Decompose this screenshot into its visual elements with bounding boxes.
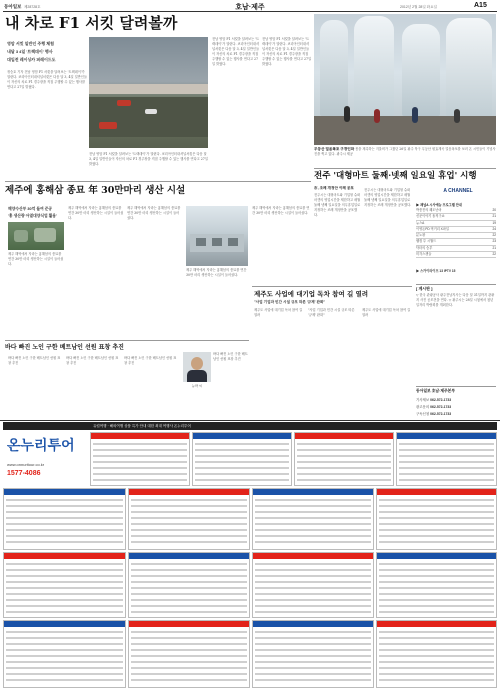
fishermen-photo-name: 뉴바 씨 xyxy=(191,384,203,388)
fishermen-body-col1: 바다 빠진 노인 구한 베트남인 선원 표창 추진 xyxy=(8,356,61,365)
ad-cell[interactable] xyxy=(3,552,126,618)
jeju-company-body-col2: "사업 기업과 민간 시설 규모 따른 '규제' 완화" xyxy=(308,308,355,317)
jeju-company-body-col1: 제주도 사업에 대기업 독차 참여 길 열려 xyxy=(254,308,303,317)
haesam-body-col3: 제주 해역에서 자라는 홍해삼의 종묘를 연간 30만 마리 생산하는 시설이 들어섰다. xyxy=(127,206,181,220)
jeonju-headline: 전주 '대형마트 둘째·넷째 일요일 휴업' 시행 xyxy=(314,171,477,181)
schedule-time: 20 xyxy=(492,208,496,212)
contact-row xyxy=(416,411,496,417)
ad-url: www.onnuritour.co.kr xyxy=(7,462,45,467)
channel-a-box xyxy=(416,188,496,278)
jeju-company-headline: 제주도 사업에 대기업 독차 참여 길 열려 xyxy=(254,290,369,298)
fishermen-headline: 바다 빠진 노인 구한 베트남인 선원 표창 추진 xyxy=(5,344,124,351)
icefall-caption-head: 무등산 얼음폭포 구경인파 xyxy=(314,147,355,151)
channel-footer: ▶ 스카이라이프 13 IPTV 15 xyxy=(416,269,456,273)
ad-cell[interactable] xyxy=(252,552,374,618)
ad-top-banner: 유럽여행 · 해외여행 상품 특가 안내 대한 최대 여행사 온누리투어 xyxy=(3,422,497,430)
contact-number: 062-572-1733 xyxy=(430,398,452,402)
f1-subhead xyxy=(7,40,87,64)
schedule-time: 24 xyxy=(492,226,496,231)
notice-body: ▽ 한국 관광공사 광주전남지사는 다음 달 31일까지 관광지 사진 공모전을 연다. ▽ 광주시는 28일 시청에서 청년 일자리 박람회를 개최한다. xyxy=(416,293,495,307)
icefall-photo-credit: 광주시 제공 xyxy=(336,152,353,156)
contact-label: 구독신청 xyxy=(416,412,430,416)
contact-label: 기사제보 xyxy=(416,398,430,402)
ad-cell[interactable] xyxy=(90,432,190,486)
jeonju-body-col2: 전주시는 대형마트와 기업형 슈퍼마켓의 영업시간을 제한하고 매월 둘째 넷째 일요일을 의무휴업일로 지정하는 조례 개정안을 공포했다. xyxy=(364,188,412,207)
haesam-body-col1: 제주 해역에서 자라는 홍해삼의 종묘를 연간 30만 마리 생산하는 시설이 들어섰다. xyxy=(8,252,64,266)
haesam-subhead xyxy=(8,206,68,220)
schedule-title-text: 웰컴 투 시월드 xyxy=(416,239,437,244)
jeonju-body-col1: 전주시는 대형마트와 기업형 슈퍼마켓의 영업시간을 제한하고 매월 둘째 넷째 일요일을 의무휴업일로 지정하는 조례 개정안을 공포했다. xyxy=(314,193,361,217)
icefall-caption-text: 봄을 재촉하는 겨울비가 그쳤던 26일 광주 북구 무등산 원효계곡 얼음폭포를 보러 온 시민들이 기념사진을 찍고 있다. xyxy=(314,147,496,156)
channel-a-logo: A CHANNEL xyxy=(443,188,473,194)
schedule-title-text: 뉴스A xyxy=(416,220,425,225)
page-number: A15 xyxy=(474,2,487,9)
haesam-photo xyxy=(8,222,64,250)
f1-body: 전남 영암 F1 서킷을 달려보는 '트랙데이'가 열린다. 코리아인터내셔널서킷은 다음 달 3, 4일 일반인들이 자신의 차로 F1 경주장을 직접 주행할 수 있는 행사를 연다고 27일 밝혔다. xyxy=(7,70,87,89)
schedule-title-text: 신문이야기 돌직구쇼 xyxy=(416,214,445,219)
f1-subhead-line: 대입전 레이싱카 퍼레이드도 xyxy=(7,57,56,62)
ad-brand-logo: 온누리투어 xyxy=(7,437,75,453)
ad-cell[interactable] xyxy=(252,488,374,550)
contact-number: 062-572-1733 xyxy=(430,412,452,416)
jeju-company-subhead: "사업 기업과 민간 시설 규모 따른 '규제' 완화" xyxy=(254,300,326,304)
issue-number: 제28728호 xyxy=(24,4,41,9)
schedule-time: 21 xyxy=(492,214,496,219)
ad-phone: 1577-4086 xyxy=(7,470,41,477)
contact-row xyxy=(416,404,496,410)
ad-cell[interactable] xyxy=(128,620,250,688)
haesam-body-col5: 제주 해역에서 자라는 홍해삼의 종묘를 연간 30만 마리 생산하는 시설이 들어섰다. xyxy=(252,206,310,215)
contact-title: 동아일보 호남·제주본부 xyxy=(416,389,455,393)
ad-brand-block xyxy=(3,432,87,486)
fishermen-body-col4: 바다 빠진 노인 구한 베트남인 선원 표창 추진 xyxy=(213,352,248,361)
haesam-headline: 제주에 홍해삼 종묘 年 30만마리 생산 시설 xyxy=(5,185,186,196)
f1-byline: 정승호 기자 xyxy=(7,70,24,74)
contact-row xyxy=(416,397,496,403)
divider xyxy=(5,340,249,341)
ad-section xyxy=(0,420,500,691)
schedule-time: 22 xyxy=(492,252,496,257)
ad-cell[interactable] xyxy=(192,432,292,486)
schedule-title-text: 박종진의 쾌도난마 xyxy=(416,208,442,212)
contact-box xyxy=(416,386,496,424)
schedule-time: 22 xyxy=(492,233,496,238)
f1-body-col3: 전남 영암 F1 서킷을 달려보는 '트랙데이'가 열린다. 코리아인터내셔널서킷은 다음 달 3, 4일 일반인들이 자신의 차로 F1 경주장을 직접 주행할 수 있는 행사를 연다고 27일 밝혔다. xyxy=(212,37,260,66)
haesam-body-col4: 제주 해역에서 자라는 홍해삼의 종묘를 연간 30만 마리 생산하는 시설이 들어섰다. xyxy=(186,268,247,277)
ad-cell[interactable] xyxy=(376,552,497,618)
haesam-body-col2: 제주 해역에서 자라는 홍해삼의 종묘를 연간 30만 마리 생산하는 시설이 들어섰다. xyxy=(68,206,124,220)
ad-cell[interactable] xyxy=(128,488,250,550)
ad-cell[interactable] xyxy=(3,620,126,688)
fishermen-body-col3: 바다 빠진 노인 구한 베트남인 선원 표창 추진 xyxy=(124,356,177,365)
haesam-subhead-line: '홍 생산량 아열대양식업 활용' xyxy=(8,214,57,218)
divider xyxy=(252,286,412,287)
icefall-caption xyxy=(314,147,496,167)
haesam-subhead-line: 해양수산부 30억 들여 준공 xyxy=(8,207,53,211)
ad-cell[interactable] xyxy=(3,488,126,550)
schedule-time: 23 xyxy=(492,239,496,244)
section-label: 호남·제주 xyxy=(235,4,265,11)
f1-body-col1 xyxy=(7,70,87,170)
masthead-rule xyxy=(3,11,497,12)
ad-cell[interactable] xyxy=(252,620,374,688)
haesam-facility-photo xyxy=(186,206,248,266)
divider xyxy=(5,181,311,182)
paper-name: 동아일보 xyxy=(4,4,22,9)
schedule-title: ▶ 채널A 시사예능 프로그램 안내 xyxy=(416,203,462,207)
f1-subhead-line: 내달 3 4일 '트랙데이' 행사 xyxy=(7,49,53,54)
schedule-row xyxy=(416,252,496,258)
divider xyxy=(314,168,496,169)
ad-cell[interactable] xyxy=(294,432,394,486)
f1-subhead-line: 영암 서킷 일반인 주행 체험 xyxy=(7,41,54,46)
f1-body-col2: 전남 영암 F1 서킷을 달려보는 '트랙데이'가 열린다. 코리아인터내셔널서킷은 다음 달 3, 4일 일반인들이 자신의 차로 F1 경주장을 직접 주행할 수 있는 행사를 연다고 27일 밝혔다. xyxy=(89,152,208,166)
contact-label: 광고문의 xyxy=(416,405,430,409)
jeju-company-body-col3: 제주도 사업에 대기업 독차 참여 길 열려 xyxy=(362,308,411,317)
schedule-list xyxy=(416,208,496,258)
schedule-title-text: 이영돈PD 먹거리 X파일 xyxy=(416,226,449,231)
schedule-title-text: 닥터의 승부 xyxy=(416,245,433,250)
fishermen-body-col2: 바다 빠진 노인 구한 베트남인 선원 표창 추진 xyxy=(66,356,119,365)
schedule-title-text: 미각스캔들 xyxy=(416,252,432,257)
schedule-title-text: 분노왕 xyxy=(416,233,426,238)
ad-cell[interactable] xyxy=(376,620,497,688)
issue-date: 2012년 2월 28일 화요일 xyxy=(400,4,437,9)
divider xyxy=(416,284,496,285)
notice-title: [ 게시판 ] xyxy=(416,286,433,291)
jeonju-lead: 市, 조례 개정안 이례 공포 xyxy=(314,186,354,190)
schedule-time: 21 xyxy=(492,245,496,250)
f1-headline: 내 차로 F1 서킷 달려볼까 xyxy=(5,14,178,32)
f1-body-col4: 전남 영암 F1 서킷을 달려보는 '트랙데이'가 열린다. 코리아인터내셔널서킷은 다음 달 3, 4일 일반인들이 자신의 차로 F1 경주장을 직접 주행할 수 있는 행사를 연다고 27일 밝혔다. xyxy=(262,37,312,66)
ad-cell[interactable] xyxy=(396,432,497,486)
schedule-time: 19 xyxy=(492,220,496,225)
ad-cell[interactable] xyxy=(376,488,497,550)
ad-cell[interactable] xyxy=(128,552,250,618)
contact-number: 062-572-1733 xyxy=(430,405,452,409)
icefall-photo xyxy=(314,14,496,145)
f1-race-photo xyxy=(89,37,208,148)
fishermen-portrait xyxy=(183,352,211,382)
